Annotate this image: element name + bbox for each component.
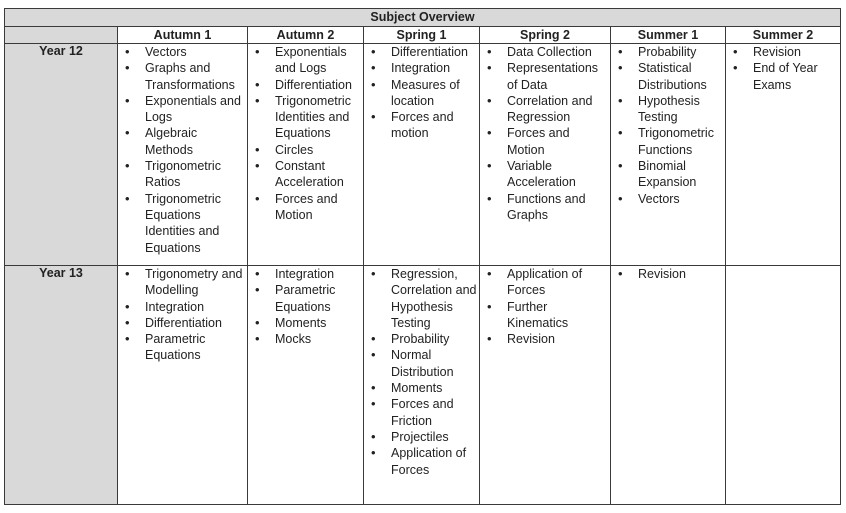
table-row bbox=[5, 266, 841, 505]
list-item: • Integration bbox=[275, 266, 363, 282]
term-header-summer-2: Summer 2 bbox=[726, 27, 841, 44]
list-item: • Revision bbox=[638, 266, 725, 282]
table-title: Subject Overview bbox=[5, 9, 841, 27]
topics-cell bbox=[611, 44, 726, 266]
year-label: Year 12 bbox=[5, 44, 118, 266]
corner-cell bbox=[5, 27, 118, 44]
topics-cell bbox=[248, 44, 364, 266]
topics-cell bbox=[364, 44, 480, 266]
topic-list bbox=[248, 266, 363, 347]
list-item: • Measures of location bbox=[391, 77, 479, 110]
list-item: • Trigonometric Equations Identities and Equations bbox=[145, 191, 247, 256]
list-item: • Trigonometric Ratios bbox=[145, 158, 247, 191]
list-item: • End of Year Exams bbox=[753, 60, 840, 93]
topics-cell bbox=[480, 44, 611, 266]
list-item: • Binomial Expansion bbox=[638, 158, 725, 191]
list-item: • Hypothesis Testing bbox=[638, 93, 725, 126]
list-item: • Revision bbox=[753, 44, 840, 60]
list-item: • Differentiation bbox=[145, 315, 247, 331]
topics-cell bbox=[726, 44, 841, 266]
list-item: • Normal Distribution bbox=[391, 347, 479, 380]
list-item: • Vectors bbox=[145, 44, 247, 60]
list-item: • Trigonometric Functions bbox=[638, 125, 725, 158]
list-item: • Vectors bbox=[638, 191, 725, 207]
topic-list bbox=[480, 266, 610, 347]
list-item: • Integration bbox=[145, 299, 247, 315]
list-item: • Probability bbox=[391, 331, 479, 347]
term-header-spring-1: Spring 1 bbox=[364, 27, 480, 44]
list-item: • Moments bbox=[275, 315, 363, 331]
list-item: • Projectiles bbox=[391, 429, 479, 445]
topics-cell bbox=[611, 266, 726, 505]
list-item: • Representations of Data bbox=[507, 60, 610, 93]
topics-cell bbox=[480, 266, 611, 505]
topics-cell bbox=[364, 266, 480, 505]
list-item: • Regression, Correlation and Hypothesis Testing bbox=[391, 266, 479, 331]
list-item: • Application of Forces bbox=[507, 266, 610, 299]
list-item: • Correlation and Regression bbox=[507, 93, 610, 126]
topic-list bbox=[480, 44, 610, 223]
topic-list bbox=[118, 44, 247, 256]
list-item: • Forces and Friction bbox=[391, 396, 479, 429]
topic-list bbox=[364, 266, 479, 478]
list-item: • Constant Acceleration bbox=[275, 158, 363, 191]
term-header-autumn-1: Autumn 1 bbox=[118, 27, 248, 44]
list-item: • Circles bbox=[275, 142, 363, 158]
term-header-summer-1: Summer 1 bbox=[611, 27, 726, 44]
topics-cell bbox=[726, 266, 841, 505]
year-label: Year 13 bbox=[5, 266, 118, 505]
term-header-autumn-2: Autumn 2 bbox=[248, 27, 364, 44]
table-row bbox=[5, 44, 841, 266]
topics-cell bbox=[118, 266, 248, 505]
list-item: • Graphs and Transformations bbox=[145, 60, 247, 93]
list-item: • Forces and motion bbox=[391, 109, 479, 142]
list-item: • Mocks bbox=[275, 331, 363, 347]
list-item: • Variable Acceleration bbox=[507, 158, 610, 191]
topics-cell bbox=[118, 44, 248, 266]
list-item: • Parametric Equations bbox=[275, 282, 363, 315]
list-item: • Exponentials and Logs bbox=[145, 93, 247, 126]
topics-cell bbox=[248, 266, 364, 505]
topic-list bbox=[726, 44, 840, 93]
list-item: • Functions and Graphs bbox=[507, 191, 610, 224]
list-item: • Trigonometry and Modelling bbox=[145, 266, 247, 299]
term-header-spring-2: Spring 2 bbox=[480, 27, 611, 44]
list-item: • Probability bbox=[638, 44, 725, 60]
list-item: • Statistical Distributions bbox=[638, 60, 725, 93]
list-item: • Application of Forces bbox=[391, 445, 479, 478]
list-item: • Further Kinematics bbox=[507, 299, 610, 332]
topic-list bbox=[364, 44, 479, 142]
list-item: • Revision bbox=[507, 331, 610, 347]
topic-list bbox=[611, 44, 725, 207]
list-item: • Parametric Equations bbox=[145, 331, 247, 364]
topic-list bbox=[118, 266, 247, 364]
list-item: • Integration bbox=[391, 60, 479, 76]
subject-overview-table bbox=[4, 8, 841, 505]
topic-list bbox=[248, 44, 363, 223]
list-item: • Forces and Motion bbox=[507, 125, 610, 158]
list-item: • Differentiation bbox=[275, 77, 363, 93]
topic-list bbox=[611, 266, 725, 282]
list-item: • Differentiation bbox=[391, 44, 479, 60]
list-item: • Exponentials and Logs bbox=[275, 44, 363, 77]
list-item: • Algebraic Methods bbox=[145, 125, 247, 158]
list-item: • Forces and Motion bbox=[275, 191, 363, 224]
list-item: • Moments bbox=[391, 380, 479, 396]
list-item: • Trigonometric Identities and Equations bbox=[275, 93, 363, 142]
list-item: • Data Collection bbox=[507, 44, 610, 60]
